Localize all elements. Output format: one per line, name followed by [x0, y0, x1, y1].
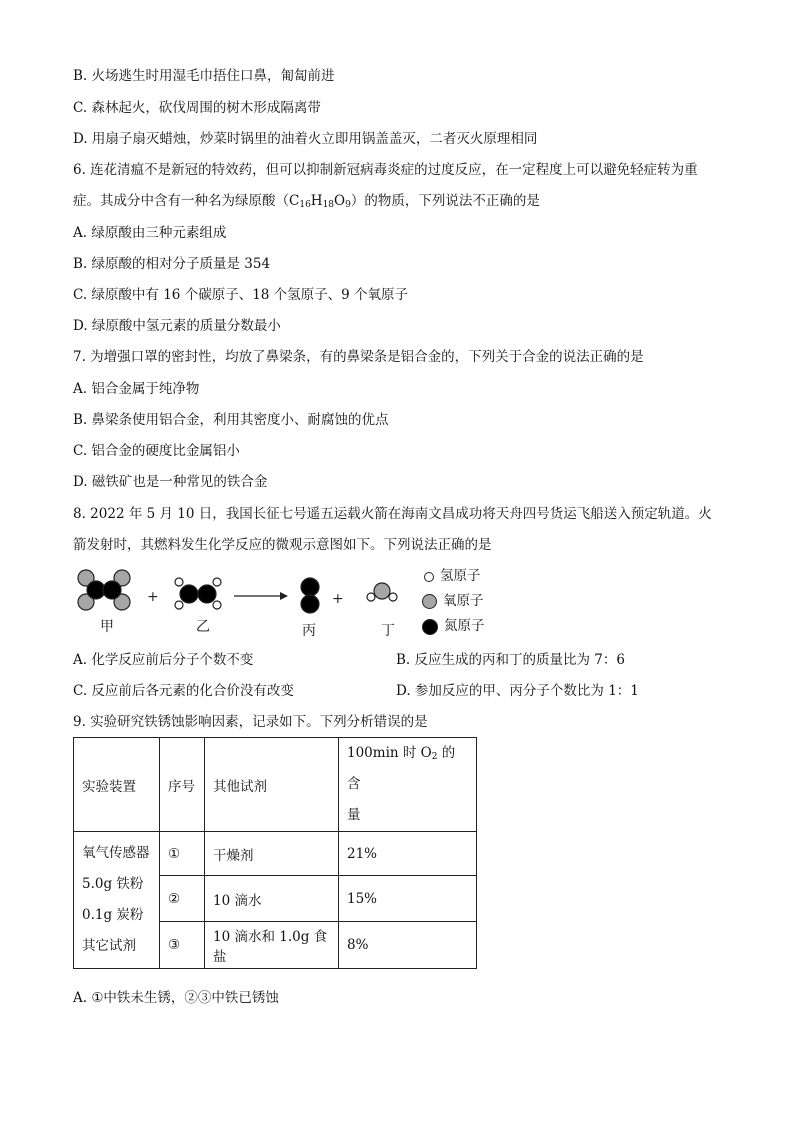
- legend-hydrogen: 氢原子: [424, 567, 481, 585]
- q6-stem-line2: 症。其成分中含有一种名为绿原酸$(C_{16}H_{18}O_9)$的物质，下列说法不正确的是: [73, 193, 540, 210]
- label-ding: 丁: [381, 623, 395, 639]
- row-number: ③: [160, 922, 205, 969]
- row-o2: 8%: [339, 922, 477, 969]
- row-number: ②: [160, 876, 205, 922]
- q6-option-c: C. 绿原酸中有 16 个碳原子、18 个氢原子、9 个氧原子: [73, 287, 409, 303]
- q7-stem: 7. 为增强口罩的密封性，均放了鼻梁条，有的鼻梁条是铝合金的，下列关于合金的说法正确的是: [73, 349, 644, 365]
- q7-option-c: C. 铝合金的硬度比金属铝小: [73, 443, 240, 459]
- table-header-row: [74, 738, 477, 832]
- q6-option-b: B. 绿原酸的相对分子质量是 354: [73, 256, 271, 272]
- q9-stem: 9. 实验研究铁锈蚀影响因素，记录如下。下列分析错误的是: [73, 714, 428, 730]
- header-device: 实验装置: [74, 738, 160, 832]
- q7-option-d: D. 磁铁矿也是一种常见的铁合金: [73, 474, 268, 490]
- device-cell: 氧气传感器 5.0g 铁粉 0.1g 炭粉 其它试剂: [74, 832, 160, 969]
- q9-option-a: A. ①中铁未生锈，②③中铁已锈蚀: [73, 990, 279, 1006]
- reaction-arrow: [234, 592, 288, 600]
- row-reagent: 10 滴水和 1.0g 食盐: [205, 922, 339, 969]
- oxygen-atom-icon: [422, 594, 437, 609]
- q8-stem-line1: 8. 2022 年 5 月 10 日，我国长征七号遥五运载火箭在海南文昌成功将天舟四号货运飞船送入预定轨道。火: [73, 506, 712, 522]
- legend-nitrogen: 氮原子: [422, 617, 485, 635]
- molecule-yi: [175, 578, 221, 609]
- label-yi: 乙: [196, 619, 210, 635]
- row-number: ①: [160, 832, 205, 876]
- q8-stem-line2: 箭发射时，其燃料发生化学反应的微观示意图如下。下列说法正确的是: [73, 537, 492, 553]
- plus-sign-1: +: [147, 589, 159, 605]
- molecule-bing: [301, 578, 319, 613]
- row-reagent: 干燥剂: [205, 832, 339, 876]
- table-row: [74, 832, 477, 876]
- q7-option-a: A. 铝合金属于纯净物: [73, 381, 200, 397]
- q8-option-b: B. 反应生成的丙和丁的质量比为 7：6: [396, 652, 625, 668]
- molecule-ding: [367, 583, 397, 601]
- q7-option-b: B. 鼻梁条使用铝合金，利用其密度小、耐腐蚀的优点: [73, 412, 389, 428]
- header-number: 序号: [160, 738, 205, 832]
- label-bing: 丙: [302, 623, 316, 639]
- row-reagent: 10 滴水: [205, 876, 339, 922]
- q5-option-d: D. 用扇子扇灭蜡烛，炒菜时锅里的油着火立即用锅盖盖灭，二者灭火原理相同: [73, 131, 538, 147]
- q8-option-d: D. 参加反应的甲、丙分子个数比为 1：1: [396, 683, 639, 699]
- q6-option-d: D. 绿原酸中氢元素的质量分数最小: [73, 318, 281, 334]
- molecule-jia: [78, 570, 130, 610]
- plus-sign-2: +: [332, 591, 344, 607]
- header-reagent: 其他试剂: [205, 738, 339, 832]
- label-jia: 甲: [100, 619, 114, 635]
- hydrogen-atom-icon: [424, 572, 434, 582]
- row-o2: 21%: [339, 832, 477, 876]
- q5-option-c: C. 森林起火，砍伐周围的树木形成隔离带: [73, 100, 321, 116]
- q6-option-a: A. 绿原酸由三种元素组成: [73, 225, 227, 241]
- legend-oxygen: 氧原子: [422, 592, 484, 610]
- q8-option-c: C. 反应前后各元素的化合价没有改变: [73, 683, 294, 699]
- q8-option-a: A. 化学反应前后分子个数不变: [73, 652, 254, 668]
- q6-stem-line1: 6. 连花清瘟不是新冠的特效药，但可以抑制新冠病毒炎症的过度反应，在一定程度上可以避免轻症转为重: [73, 162, 698, 178]
- header-o2-content: 100min 时 $O_2$ 的含 量: [339, 738, 477, 832]
- row-o2: 15%: [339, 876, 477, 922]
- reaction-diagram: [70, 565, 420, 645]
- q5-option-b: B. 火场逃生时用湿毛巾捂住口鼻，匍匐前进: [73, 68, 335, 84]
- nitrogen-atom-icon: [422, 619, 438, 635]
- experiment-table: [73, 737, 477, 969]
